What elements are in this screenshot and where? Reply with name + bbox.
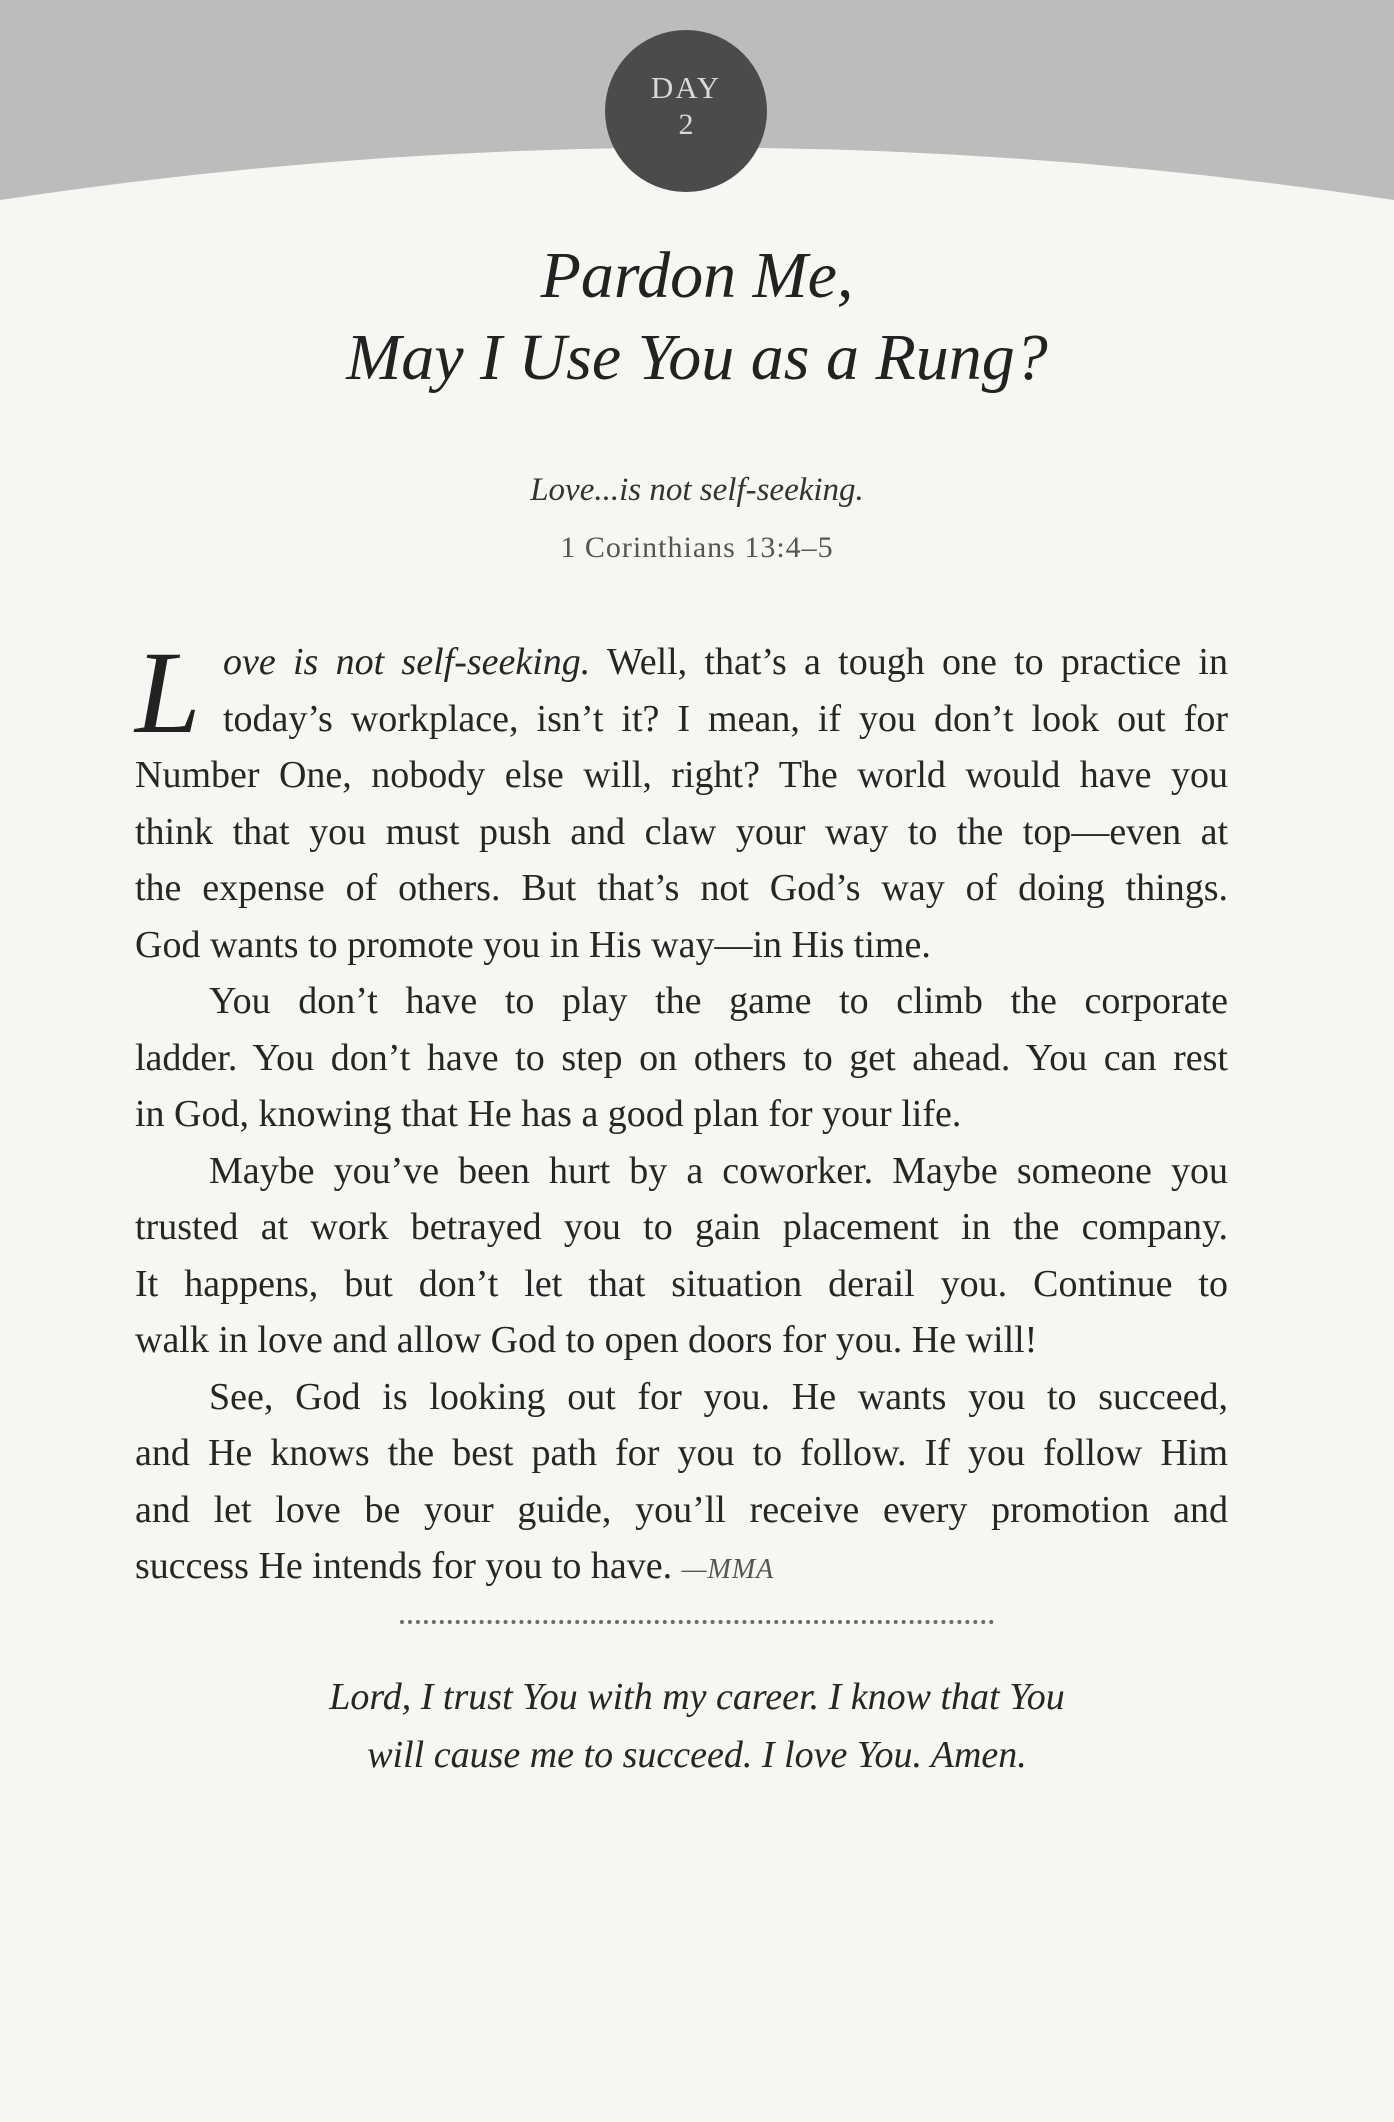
body-line bbox=[135, 1538, 1228, 1595]
body-line: in God, knowing that He has a good plan for your life. bbox=[135, 1093, 962, 1135]
body-line: Maybe you’ve been hurt by a coworker. Maybe someone you bbox=[209, 1149, 1228, 1192]
chapter-title-line-1: Pardon Me, bbox=[540, 239, 854, 312]
prayer-line-2: will cause me to succeed. I love You. Amen. bbox=[367, 1734, 1027, 1776]
body-line: You don’t have to play the game to climb the corporate bbox=[209, 980, 1228, 1022]
body-line: It happens, but don’t let that situation derail you. Continue to bbox=[135, 1262, 1228, 1305]
body-line bbox=[135, 634, 1228, 691]
chapter-title bbox=[140, 235, 1254, 399]
body-line: the expense of others. But that’s not God’s way of doing things. bbox=[135, 867, 1228, 909]
body-line: today’s workplace, isn’t it? I mean, if you don’t look out for bbox=[223, 697, 1228, 740]
dotted-divider bbox=[400, 1620, 994, 1628]
day-number: 2 bbox=[678, 108, 694, 141]
body-line: trusted at work betrayed you to gain placement in the company. bbox=[135, 1206, 1228, 1248]
body-line-text: success He intends for you to have. bbox=[135, 1545, 673, 1587]
drop-cap: L bbox=[135, 627, 201, 758]
author-initials: —MMA bbox=[681, 1554, 775, 1585]
body-line-text: Well, that’s a tough one to practice in bbox=[590, 641, 1228, 683]
body-line: think that you must push and claw your way to the top—even at bbox=[135, 810, 1228, 853]
day-label: DAY bbox=[650, 70, 722, 105]
body-line: Number One, nobody else will, right? The world would have you bbox=[135, 754, 1228, 796]
closing-prayer bbox=[140, 1668, 1254, 1784]
body-line: God wants to promote you in His way—in His time. bbox=[135, 923, 931, 966]
scripture-verse: Love...is not self-seeking. bbox=[530, 472, 864, 508]
body-line: See, God is looking out for you. He wants you to succeed, bbox=[209, 1375, 1228, 1418]
body-line: ladder. You don’t have to step on others to get ahead. You can rest bbox=[135, 1036, 1228, 1079]
devotional-body bbox=[135, 627, 1228, 1595]
body-line: and He knows the best path for you to follow. If you follow Him bbox=[135, 1432, 1228, 1474]
body-line: and let love be your guide, you’ll receive every promotion and bbox=[135, 1488, 1228, 1531]
chapter-title-line-2: May I Use You as a Rung? bbox=[346, 321, 1048, 394]
day-badge bbox=[605, 30, 767, 192]
scripture-reference: 1 Corinthians 13:4–5 bbox=[560, 531, 834, 564]
prayer-line-1: Lord, I trust You with my career. I know that You bbox=[329, 1676, 1065, 1718]
body-line: walk in love and allow God to open doors for you. He will! bbox=[135, 1319, 1038, 1361]
lead-phrase: ove is not self-seeking. bbox=[223, 641, 591, 683]
